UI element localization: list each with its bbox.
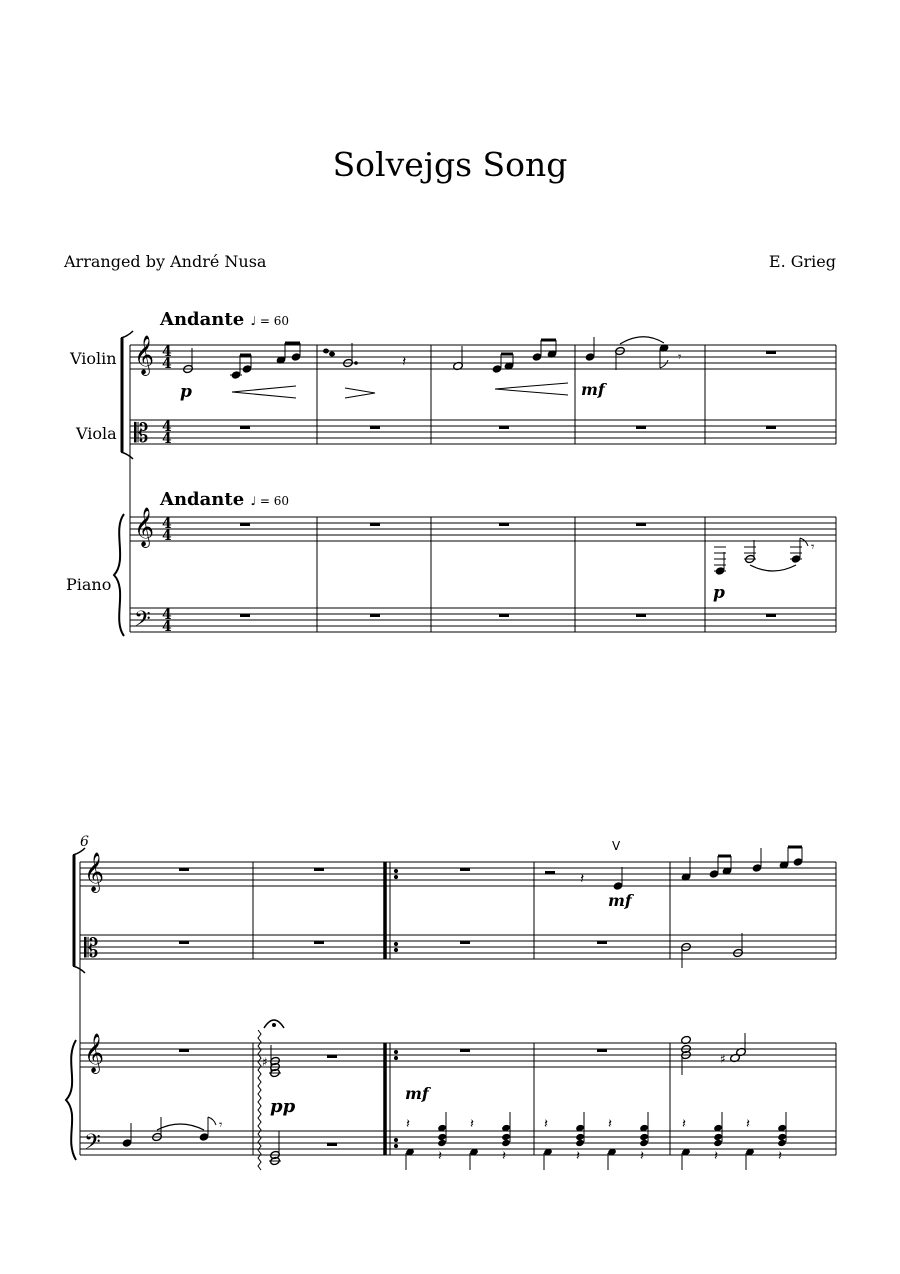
svg-text:𝄾: 𝄾 [811, 540, 815, 555]
bass-clef-icon: 𝄢 [134, 607, 151, 637]
dynamic-p: p [180, 382, 192, 402]
barlines-2 [253, 862, 836, 1155]
score-title: Solvejgs Song [332, 145, 568, 184]
repeat-barline [385, 862, 398, 1155]
svg-text:♯: ♯ [262, 1055, 268, 1069]
chord-note [575, 1133, 585, 1141]
piano-m5-notes [714, 538, 815, 575]
tempo-text: Andante [160, 489, 245, 510]
svg-text:4: 4 [162, 528, 172, 544]
quarter-rest: 𝄽 [640, 1149, 644, 1164]
crescendo-hairpin [495, 383, 568, 395]
svg-text:4: 4 [162, 516, 172, 532]
bass-clef-icon: 𝄢 [84, 1130, 101, 1160]
strings-bracket-1 [121, 331, 133, 459]
viola-m10-notes [681, 933, 744, 968]
svg-text:𝄾: 𝄾 [678, 350, 682, 365]
svg-text:𝄽: 𝄽 [580, 871, 585, 887]
treble-clef-icon: 𝄞 [134, 507, 155, 547]
dynamic-mf: mf [608, 891, 632, 910]
svg-text:4: 4 [162, 419, 172, 435]
piano-brace-1 [114, 514, 124, 636]
chord-note [777, 1133, 787, 1141]
up-bow-mark: V [612, 839, 621, 853]
violin-staff-1 [130, 345, 836, 369]
viola-staff-2 [80, 935, 836, 959]
decrescendo-hairpin [345, 388, 375, 398]
whole-rests-1 [240, 351, 776, 617]
tempo-bpm: ♩ = 60 [250, 494, 290, 508]
accompaniment-figures [405, 1112, 787, 1170]
arranger-credit: Arranged by André Nusa [64, 252, 267, 271]
barlines-1 [317, 345, 836, 632]
quarter-rest: 𝄽 [682, 1117, 686, 1132]
quarter-rest: 𝄽 [576, 1149, 580, 1164]
violin-m9-notes [580, 839, 623, 890]
svg-text:4: 4 [162, 619, 172, 635]
svg-text:4: 4 [162, 344, 172, 360]
quarter-rest: 𝄽 [608, 1117, 612, 1132]
svg-text:4: 4 [162, 356, 172, 372]
violin-m10-notes [681, 847, 803, 881]
dynamic-p: p [713, 583, 725, 603]
quarter-rest: 𝄽 [778, 1149, 782, 1164]
alto-clef-icon: 𝄡 [84, 934, 99, 964]
quarter-rest: 𝄽 [544, 1117, 548, 1132]
svg-text:♯: ♯ [720, 1052, 726, 1066]
svg-text:4: 4 [162, 607, 172, 623]
treble-clef-icon: 𝄞 [134, 335, 155, 375]
dynamic-mf: mf [581, 380, 605, 399]
piano-brace-2 [66, 1040, 76, 1160]
violin-m1-notes [183, 343, 301, 390]
quarter-rest: 𝄽 [502, 1149, 506, 1164]
piano-m7-chord [258, 1020, 284, 1170]
time-signatures-1 [162, 344, 172, 635]
quarter-rest: 𝄽 [406, 1117, 410, 1132]
treble-clef-icon: 𝄞 [84, 1033, 105, 1073]
treble-clef-icon: 𝄞 [84, 852, 105, 892]
piano-treble-staff-1 [130, 517, 836, 541]
alto-clef-icon: 𝄡 [134, 419, 149, 449]
svg-text:𝄽: 𝄽 [402, 354, 407, 370]
measure-number: 6 [80, 834, 89, 850]
viola-staff-1 [130, 420, 836, 444]
quarter-rest: 𝄽 [746, 1117, 750, 1132]
dynamic-pp: pp [270, 1096, 296, 1117]
piano-m10-treble-chords [681, 1033, 747, 1075]
quarter-rest: 𝄽 [714, 1149, 718, 1164]
quarter-rest: 𝄽 [470, 1117, 474, 1132]
piano-bass-staff-2 [80, 1131, 836, 1155]
viola-label: Viola [76, 424, 117, 443]
piano-label: Piano [66, 575, 112, 594]
violin-m4-notes [585, 337, 682, 370]
tempo-bpm: ♩ = 60 [250, 314, 290, 328]
whole-rests-2 [179, 868, 607, 1146]
violin-label: Violin [70, 349, 117, 368]
svg-text:4: 4 [162, 431, 172, 447]
violin-m2-notes [324, 343, 407, 370]
piano-bass-staff-1 [130, 608, 836, 632]
chord-note [639, 1133, 649, 1141]
composer-credit: E. Grieg [768, 252, 836, 271]
chord-note [437, 1133, 447, 1141]
chord-note [501, 1133, 511, 1141]
crescendo-hairpin [232, 386, 296, 398]
chord-note [713, 1133, 723, 1141]
tempo-text: Andante [160, 309, 245, 330]
violin-staff-2 [80, 862, 836, 886]
quarter-rest: 𝄽 [438, 1149, 442, 1164]
dynamic-mf: mf [405, 1084, 429, 1103]
svg-text:𝄾: 𝄾 [219, 1118, 223, 1133]
